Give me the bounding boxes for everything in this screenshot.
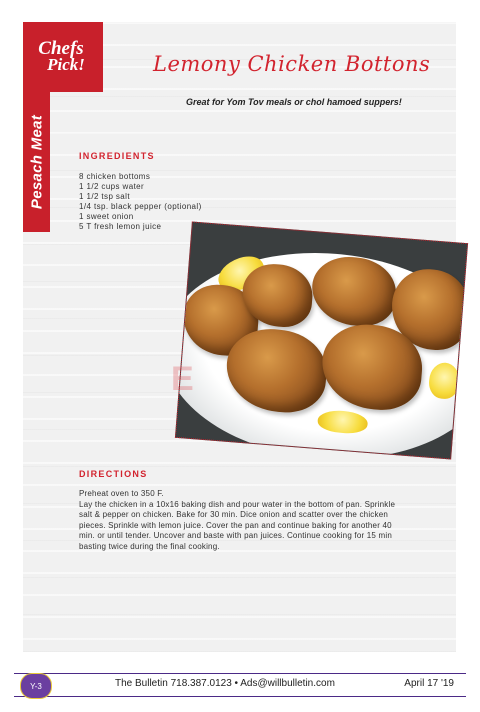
recipe-title: Lemony Chicken Bottons xyxy=(153,52,431,76)
ingredients-list xyxy=(79,172,202,232)
ingredient-item: 1 sweet onion xyxy=(79,212,134,221)
ingredient-item: 1/4 tsp. black pepper (optional) xyxy=(79,202,202,211)
ingredients-heading: INGREDIENTS xyxy=(79,151,155,161)
recipe-subtitle: Great for Yom Tov meals or chol hamoed suppers! xyxy=(186,97,402,107)
recipe-card xyxy=(23,22,456,652)
chefs-pick-logo xyxy=(23,22,103,92)
footer-rule-top xyxy=(14,673,466,674)
footer-date: April 17 '19 xyxy=(404,678,454,689)
ingredient-item: 8 chicken bottoms xyxy=(79,172,151,181)
directions-heading: DIRECTIONS xyxy=(79,469,148,479)
logo-line-2: Pick! xyxy=(47,55,85,74)
chicken-photo xyxy=(175,221,468,459)
footer-rule-bottom xyxy=(14,696,466,697)
directions-text: Preheat oven to 350 F. Lay the chicken in a 10x16 baking dish and pour water in the bottom of pan. Sprinkle salt & pepper on chicken. Bake for 30 min. Dice onion and scatter over the chicken pieces. Sprinkle with lemon juice. Cover the pan and continue baking for another 40 min. or until tender. Uncover and baste with pan juices. Continue cooking for 15 min basting twice during the final cooking. xyxy=(79,489,396,551)
page-number-badge: Y-3 xyxy=(20,673,52,699)
ingredient-item: 1 1/2 tsp salt xyxy=(79,192,130,201)
category-tab xyxy=(23,92,50,232)
watermark: E xyxy=(171,360,196,398)
logo-line-1: Chefs xyxy=(38,38,84,59)
ingredient-item: 5 T fresh lemon juice xyxy=(79,222,162,231)
footer-publication: The Bulletin 718.387.0123 • Ads@willbulletin.com xyxy=(115,678,335,689)
ingredient-item: 1 1/2 cups water xyxy=(79,182,145,191)
category-label: Pesach Meat xyxy=(28,114,45,210)
